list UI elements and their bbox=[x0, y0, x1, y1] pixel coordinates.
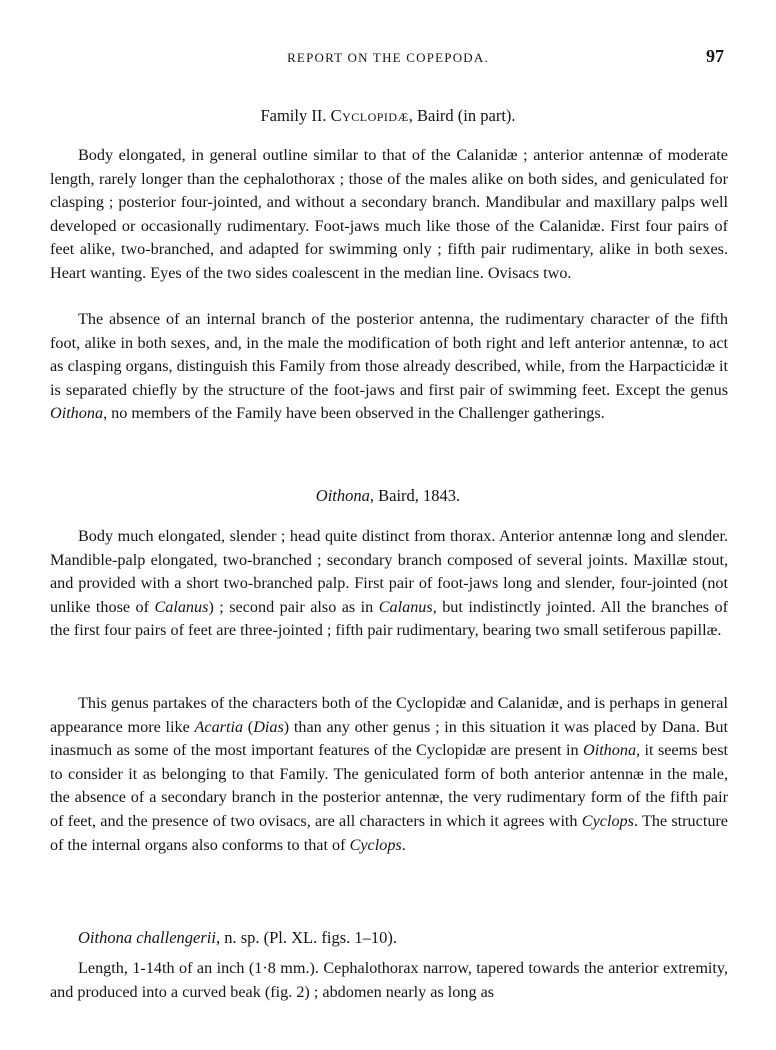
family-heading-suffix: , Baird (in part). bbox=[408, 106, 516, 125]
family-para2-genus: Oithona bbox=[50, 404, 104, 423]
family-heading-prefix: Family II. bbox=[260, 106, 327, 125]
family-heading-name: Cyclopidæ bbox=[330, 106, 409, 125]
genus-para2-text-c: ) than any other genus ; in this situation it was placed by Dana. But inasmuch as some of the most important features of the Cyclopidæ are present in bbox=[50, 717, 729, 760]
genus-para2-oithona: Oithona bbox=[583, 741, 637, 760]
genus-para1-calanus-2: Calanus bbox=[378, 597, 433, 616]
family-paragraph-1: Body elongated, in general outline similar to that of the Calanidæ ; anterior antennæ of moderate length, rarely longer than the cephalothorax ; those of the males alike on both sides, and geniculated for clasping ; posterior four-jointed, and without a secondary branch. Mandibular and maxillary palps well developed or occasionally rudimentary. Foot-jaws much like those of the Calanidæ. First four pairs of feet alike, two-branched, and adapted for swimming only ; fifth pair rudimentary, alike in both sexes. Heart wanting. Eyes of the two sides coalescent in the median line. Ovisacs two. bbox=[50, 146, 728, 282]
genus-para2-acartia: Acartia bbox=[194, 717, 244, 736]
family-para2-text-a: The absence of an internal branch of the posterior antenna, the rudimentary character of the fifth foot, alike in both sexes, and, in the male the modification of both right and left anterior antennæ, to act as clasping organs, distinguish this Family from those already described, while, from the Harpacticidæ it is separated chiefly by the structure of the foot-jaws and first pair of swimming feet. Except the genus bbox=[50, 310, 728, 399]
genus-para2-dias: Dias bbox=[253, 717, 284, 736]
genus-para2-text-d: , it seems best to consider it as belonging to that Family. The geniculated form of both anterior antennæ in the male, the absence of a secondary branch in the posterior antennæ, the very rudimentary form of the fifth pair of feet, and the presence of two ovisacs, are all characters in which it agrees with bbox=[50, 741, 728, 830]
species-heading-suffix: , n. sp. (Pl. XL. figs. 1–10). bbox=[215, 928, 397, 947]
genus-para1-calanus-1: Calanus bbox=[154, 597, 209, 616]
page-header bbox=[0, 46, 776, 70]
genus-paragraph-1 bbox=[50, 525, 728, 643]
genus-para1-text-c: , but indistinctly jointed. All the branches of the first four pairs of feet are three-jointed ; fifth pair rudimentary, bearing two small setiferous papillæ. bbox=[50, 597, 728, 640]
running-head: REPORT ON THE COPEPODA. bbox=[287, 50, 489, 65]
genus-heading-name: Oithona bbox=[315, 486, 370, 505]
genus-paragraph-2 bbox=[50, 692, 728, 857]
genus-para2-cyclops-1: Cyclops bbox=[581, 811, 634, 830]
genus-heading bbox=[0, 486, 776, 506]
genus-para1-text-a: Body much elongated, slender ; head quite distinct from thorax. Anterior antennæ long and slender. Mandible-palp elongated, two-branched ; secondary branch composed of several joints. Maxillæ stout, and provided with a short two-branched palp. First pair of foot-jaws long and slender, four-jointed (not unlike those of bbox=[50, 527, 728, 616]
genus-para2-text-a: This genus partakes of the characters both of the Cyclopidæ and Calanidæ, and is perhaps in general appearance more like bbox=[50, 694, 728, 736]
genus-heading-suffix: , Baird, 1843. bbox=[369, 486, 461, 505]
genus-para2-cyclops-2: Cyclops bbox=[349, 835, 402, 854]
species-paragraph-1: Length, 1-14th of an inch (1·8 mm.). Cephalothorax narrow, tapered towards the anterior extremity, and produced into a curved beak (fig. 2) ; abdomen nearly as long as bbox=[50, 959, 728, 1001]
genus-para2-text-e: . The structure of the internal organs also conforms to that of bbox=[50, 811, 728, 854]
genus-para1-text-b: ) ; second pair also as in bbox=[208, 597, 379, 616]
family-para2-text-b: , no members of the Family have been observed in the Challenger gatherings. bbox=[103, 404, 605, 423]
family-heading bbox=[0, 106, 776, 126]
genus-para2-text-f: . bbox=[401, 835, 406, 854]
species-name: Oithona challengerii bbox=[78, 928, 216, 947]
genus-para2-text-b: ( bbox=[243, 717, 254, 736]
species-heading bbox=[78, 928, 397, 948]
page-number: 97 bbox=[706, 46, 724, 66]
family-paragraph-2 bbox=[50, 308, 728, 426]
